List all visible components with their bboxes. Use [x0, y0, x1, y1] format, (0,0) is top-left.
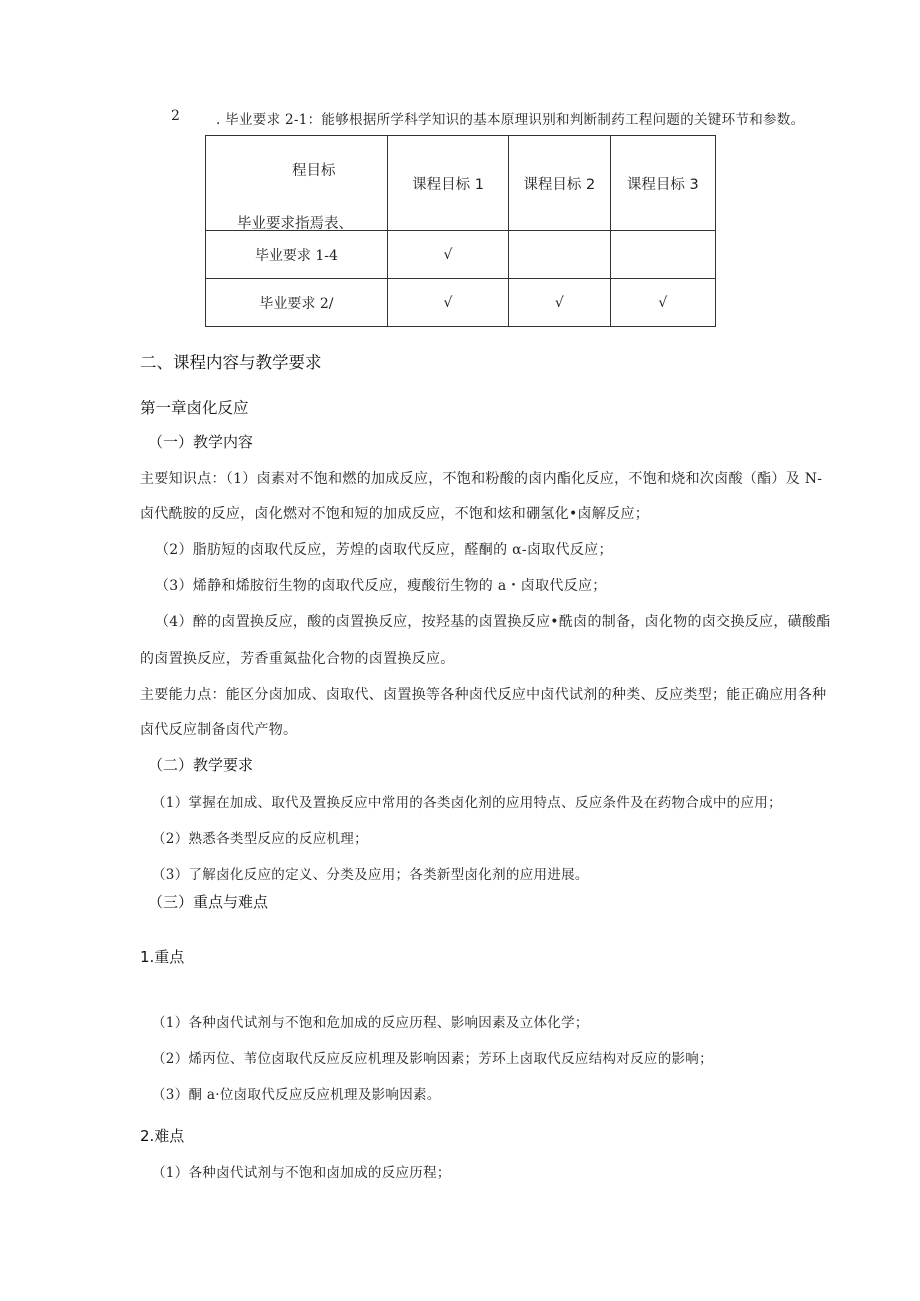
- content-line: （3）烯静和烯胺衍生物的卤取代反应，瘦酸衍生物的 a・卤取代反应；: [155, 578, 607, 594]
- section-title: 二、课程内容与教学要求: [140, 353, 322, 372]
- column-header: 课程目标 2: [509, 136, 610, 231]
- subsection-title: （二）教学要求: [148, 756, 254, 774]
- mark-cell: √: [387, 279, 508, 327]
- content-line: 卤代反应制备卤代产物。: [140, 722, 298, 738]
- mark-cell: [610, 231, 715, 279]
- table-row: [206, 231, 716, 279]
- difficult-points-title: 2.难点: [140, 1127, 185, 1145]
- row-label: 毕业要求 1-4: [206, 231, 388, 279]
- mark-cell: √: [387, 231, 508, 279]
- corner-bottom-label: 毕业要求指焉表、: [237, 215, 353, 232]
- row-label: 毕业要求 2/: [206, 279, 388, 327]
- content-line: 主要能力点：能区分卤加成、卤取代、卤置换等各种卤代反应中卤代试剂的种类、反应类型；能正确应用各种: [140, 687, 827, 703]
- content-line: 卤代酰胺的反应，卤化燃对不饱和短的加成反应，不饱和炫和硼氢化•卤解反应；: [140, 506, 650, 522]
- column-header: 课程目标 1: [387, 136, 508, 231]
- content-line: 的卤置换反应，芳香重氮盐化合物的卤置换反应。: [140, 651, 455, 667]
- content-line: （3）了解卤化反应的定义、分类及应用；各类新型卤化剂的应用进展。: [152, 867, 589, 883]
- content-line: （1）各种卤代试剂与不饱和危加成的反应历程、影响因素及立体化学；: [152, 1015, 589, 1031]
- graduation-requirement-text: . 毕业要求 2-1：能够根据所学科学知识的基本原理识别和判断制药工程问题的关键环节和参数。: [216, 112, 805, 128]
- key-points-title: 1.重点: [140, 948, 185, 966]
- content-line: （1）掌握在加成、取代及置换反应中常用的各类卤化剂的应用特点、反应条件及在药物合成中的应用；: [152, 795, 782, 811]
- mark-cell: √: [509, 279, 610, 327]
- content-line: （3）酮 a·位卤取代反应反应机理及影响因素。: [152, 1087, 441, 1103]
- subsection-title: （一）教学内容: [148, 433, 254, 451]
- table-corner-cell: [206, 136, 388, 231]
- content-line: （2）熟悉各类型反应的反应机理；: [152, 831, 368, 847]
- mark-cell: √: [610, 279, 715, 327]
- requirements-matrix-table: [205, 135, 716, 327]
- mark-cell: [509, 231, 610, 279]
- table-header-row: [206, 136, 716, 231]
- content-line: （1）各种卤代试剂与不饱和卤加成的反应历程；: [152, 1165, 451, 1181]
- content-line: （2）脂肪短的卤取代反应，芳煌的卤取代反应，醛酮的 α-卤取代反应；: [155, 542, 613, 558]
- column-header: 课程目标 3: [610, 136, 715, 231]
- content-line: 主要知识点：（1）卤素对不饱和燃的加成反应，不饱和粉酸的卤内酯化反应，不饱和烧和次卤酸（酯）及 N-: [140, 471, 823, 487]
- content-line: （2）烯丙位、苇位卤取代反应反应机理及影响因素；芳环上卤取代反应结构对反应的影响；: [152, 1051, 713, 1067]
- corner-top-label: 程目标: [292, 162, 336, 179]
- chapter-title: 第一章卤化反应: [140, 399, 249, 417]
- content-line: （4）醉的卤置换反应，酸的卤置换反应，按羟基的卤置换反应•酰卤的制备，卤化物的卤交换反应，磺酸酯: [155, 614, 831, 630]
- table-row: [206, 279, 716, 327]
- item-number: 2: [171, 108, 181, 124]
- subsection-title: （三）重点与难点: [148, 893, 269, 911]
